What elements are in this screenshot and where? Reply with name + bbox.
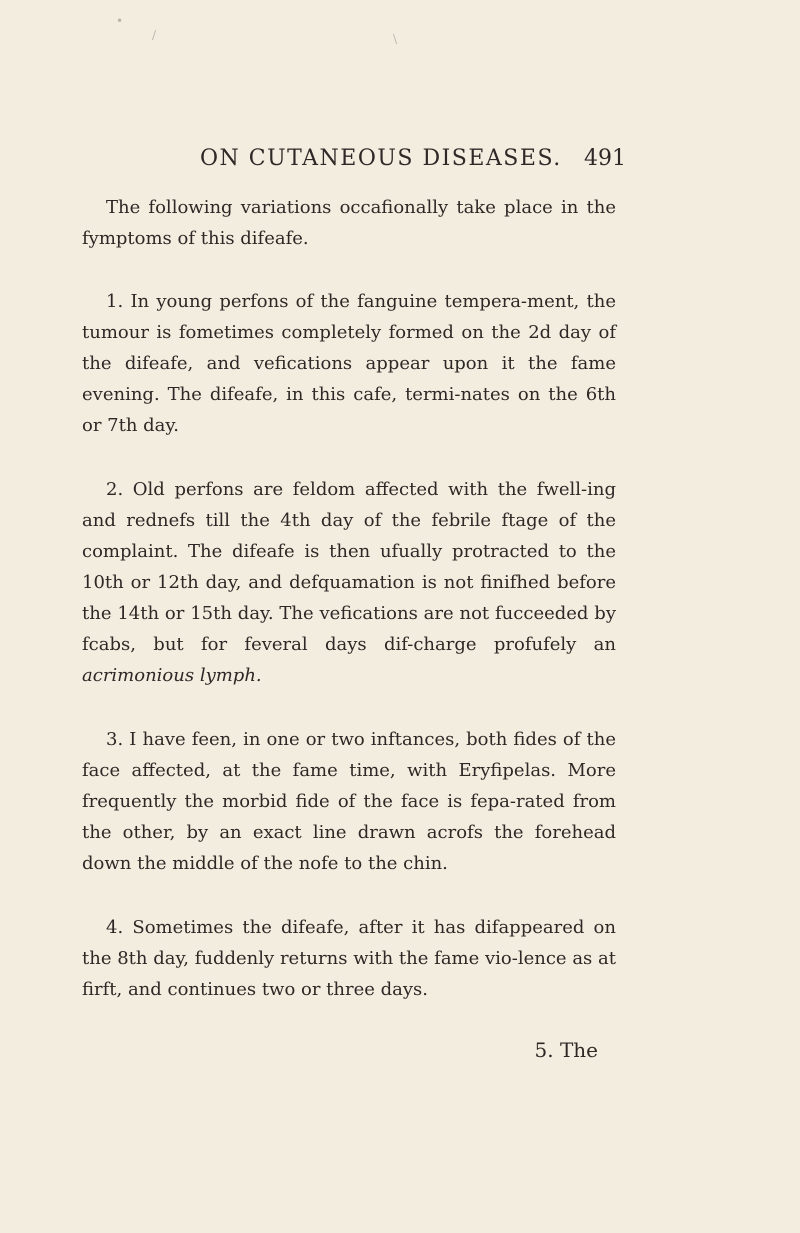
italic-phrase: acrimonious lymph. [82,665,262,686]
page-number: 491 [584,146,626,171]
paper-speck: • [116,14,124,28]
paragraph-number: 1. [106,291,124,312]
paragraph-number: 2. [106,479,124,500]
intro-paragraph: The following variations occafionally take place in the fymptoms of this difeafe. [82,197,616,249]
paragraph-2 [82,474,616,691]
paragraph-1 [82,286,616,441]
running-head: ON CUTANEOUS DISEASES. [200,146,562,171]
catchword-row [82,1038,616,1070]
page-header [192,146,626,182]
paragraph-text: Sometimes the difeafe, after it has difappeared on the 8th day, fuddenly returns with the fame vio-lence as at firft, and continues two or three days. [82,917,616,1000]
catchword: 5. The [534,1038,598,1062]
paragraph-4 [82,912,616,1005]
paragraph-text: In young perfons of the fanguine tempera-ment, the tumour is fometimes completely formed on the 2d day of the difeafe, and vefications appear upon it the fame evening. The difeafe, in this cafe, termi-nates on the 6th or 7th day. [82,291,616,436]
paragraph-text: I have feen, in one or two inftances, both fides of the face affected, at the fame time, with Eryfipelas. More frequently the morbid fide of the face is fepa-rated from the other, by an exact line drawn acrofs the forehead down the middle of the nofe to the chin. [82,729,616,874]
paper-speck: \ [393,32,398,46]
paragraph-3 [82,724,616,879]
paragraph-number: 3. [106,729,124,750]
paragraph-number: 4. [106,917,124,938]
main-text [82,192,616,1038]
paragraph-text: Old perfons are feldom affected with the fwell-ing and rednefs till the 4th day of the febrile ftage of the complaint. The difeafe is then ufually protracted to the 10th or 12th day, and defquamation is not finifhed before the 14th or 15th day. The vefications are not fucceeded by fcabs, but for feveral days dif-charge profufely an [82,479,616,655]
paper-speck: / [152,28,157,42]
